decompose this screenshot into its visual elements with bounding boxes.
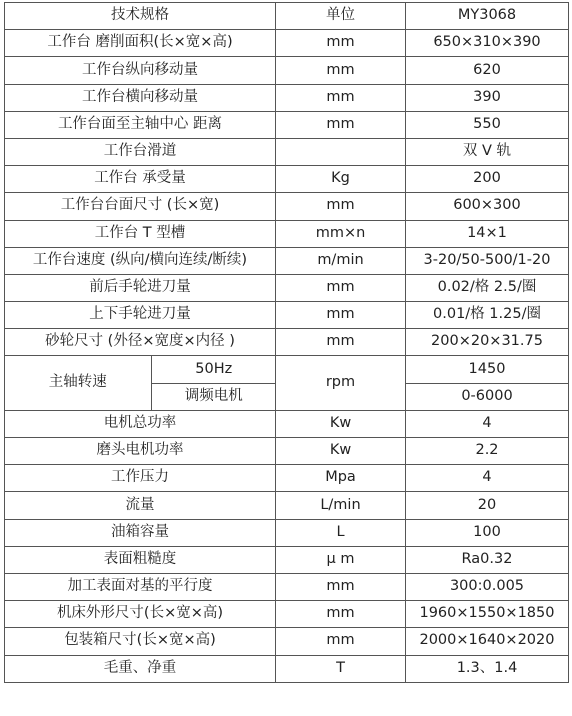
spec-unit-cell: mm <box>276 84 406 111</box>
table-row <box>5 111 569 138</box>
spec-name-cell: 上下手轮进刀量 <box>5 302 276 329</box>
spindle-sub-label: 调频电机 <box>151 383 276 410</box>
table-header-row <box>5 3 569 30</box>
spec-unit-cell: mm <box>276 57 406 84</box>
table-row <box>5 193 569 220</box>
spec-name-cell: 前后手轮进刀量 <box>5 274 276 301</box>
spec-unit-cell: mm <box>276 573 406 600</box>
spec-value-cell: 300:0.005 <box>406 573 569 600</box>
spec-name-cell: 工作台速度 (纵向/横向连续/断续) <box>5 247 276 274</box>
table-row <box>5 329 569 356</box>
table-row <box>5 546 569 573</box>
spec-value-cell: Ra0.32 <box>406 546 569 573</box>
spindle-speed-label: 主轴转速 <box>5 356 151 409</box>
spec-unit-cell: mm <box>276 111 406 138</box>
spec-name-cell: 工作台滑道 <box>5 138 276 165</box>
spec-value-cell: 100 <box>406 519 569 546</box>
table-row <box>5 302 569 329</box>
spec-value-cell: 14×1 <box>406 220 569 247</box>
spec-value-cell: 550 <box>406 111 569 138</box>
spec-value-cell: 200 <box>406 166 569 193</box>
spec-value-cell: 20 <box>406 492 569 519</box>
spec-name-cell: 工作台 T 型槽 <box>5 220 276 247</box>
spindle-unit-cell: rpm <box>276 356 406 410</box>
spec-name-cell: 工作压力 <box>5 465 276 492</box>
spec-value-cell: 双 V 轨 <box>406 138 569 165</box>
table-row <box>5 573 569 600</box>
spec-value-cell: 3-20/50-500/1-20 <box>406 247 569 274</box>
spec-unit-cell <box>276 138 406 165</box>
table-row <box>5 57 569 84</box>
header-spec-cell: 技术规格 <box>5 3 276 30</box>
table-row <box>5 410 569 437</box>
table-row <box>5 438 569 465</box>
spec-unit-cell: Mpa <box>276 465 406 492</box>
spec-value-cell: 600×300 <box>406 193 569 220</box>
table-row <box>5 138 569 165</box>
table-row <box>5 601 569 628</box>
spindle-name-cell <box>5 356 276 410</box>
spec-value-cell: 1960×1550×1850 <box>406 601 569 628</box>
spec-value-cell: 2.2 <box>406 438 569 465</box>
table-row <box>5 274 569 301</box>
spindle-sub-label: 50Hz <box>151 356 276 383</box>
table-row <box>5 465 569 492</box>
spec-value-cell: 4 <box>406 465 569 492</box>
table-row <box>5 655 569 682</box>
table-row <box>5 628 569 655</box>
spec-unit-cell: mm <box>276 329 406 356</box>
table-row <box>5 166 569 193</box>
spec-name-cell: 工作台 承受量 <box>5 166 276 193</box>
spec-unit-cell: mm <box>276 302 406 329</box>
table-row <box>5 30 569 57</box>
table-row <box>5 247 569 274</box>
spec-unit-cell: mm <box>276 30 406 57</box>
spec-sheet <box>4 2 569 683</box>
spec-value-cell: 390 <box>406 84 569 111</box>
spec-name-cell: 毛重、净重 <box>5 655 276 682</box>
spec-unit-cell: m/min <box>276 247 406 274</box>
spec-name-cell: 工作台台面尺寸 (长×宽) <box>5 193 276 220</box>
spec-name-cell: 工作台横向移动量 <box>5 84 276 111</box>
spindle-row <box>5 356 569 383</box>
spec-unit-cell: μ m <box>276 546 406 573</box>
spec-value-cell: 2000×1640×2020 <box>406 628 569 655</box>
header-model-cell: MY3068 <box>406 3 569 30</box>
table-row <box>5 220 569 247</box>
spec-name-cell: 机床外形尺寸(长×宽×高) <box>5 601 276 628</box>
spec-name-cell: 工作台 磨削面积(长×宽×高) <box>5 30 276 57</box>
spec-value-cell: 4 <box>406 410 569 437</box>
spec-table <box>4 2 569 683</box>
spec-unit-cell: mm <box>276 601 406 628</box>
spec-unit-cell: L <box>276 519 406 546</box>
spindle-value-cell: 0-6000 <box>406 383 569 410</box>
spec-name-cell: 加工表面对基的平行度 <box>5 573 276 600</box>
spec-unit-cell: T <box>276 655 406 682</box>
spec-unit-cell: Kw <box>276 410 406 437</box>
table-row <box>5 519 569 546</box>
spec-value-cell: 620 <box>406 57 569 84</box>
header-unit-cell: 单位 <box>276 3 406 30</box>
spindle-value-cell: 1450 <box>406 356 569 383</box>
spec-unit-cell: mm <box>276 193 406 220</box>
spec-name-cell: 工作台面至主轴中心 距离 <box>5 111 276 138</box>
spec-name-cell: 砂轮尺寸 (外径×宽度×内径 ) <box>5 329 276 356</box>
spec-unit-cell: Kg <box>276 166 406 193</box>
spec-name-cell: 表面粗糙度 <box>5 546 276 573</box>
spec-unit-cell: L/min <box>276 492 406 519</box>
table-row <box>5 84 569 111</box>
spec-value-cell: 650×310×390 <box>406 30 569 57</box>
spec-value-cell: 1.3、1.4 <box>406 655 569 682</box>
spec-name-cell: 磨头电机功率 <box>5 438 276 465</box>
table-row <box>5 492 569 519</box>
spec-name-cell: 油箱容量 <box>5 519 276 546</box>
spec-name-cell: 流量 <box>5 492 276 519</box>
spec-unit-cell: mm×n <box>276 220 406 247</box>
spec-unit-cell: mm <box>276 628 406 655</box>
spec-value-cell: 0.02/格 2.5/圈 <box>406 274 569 301</box>
spec-name-cell: 包装箱尺寸(长×宽×高) <box>5 628 276 655</box>
spec-unit-cell: mm <box>276 274 406 301</box>
spec-unit-cell: Kw <box>276 438 406 465</box>
spec-name-cell: 电机总功率 <box>5 410 276 437</box>
spindle-subtable <box>5 356 276 409</box>
spec-value-cell: 200×20×31.75 <box>406 329 569 356</box>
spec-value-cell: 0.01/格 1.25/圈 <box>406 302 569 329</box>
spec-name-cell: 工作台纵向移动量 <box>5 57 276 84</box>
